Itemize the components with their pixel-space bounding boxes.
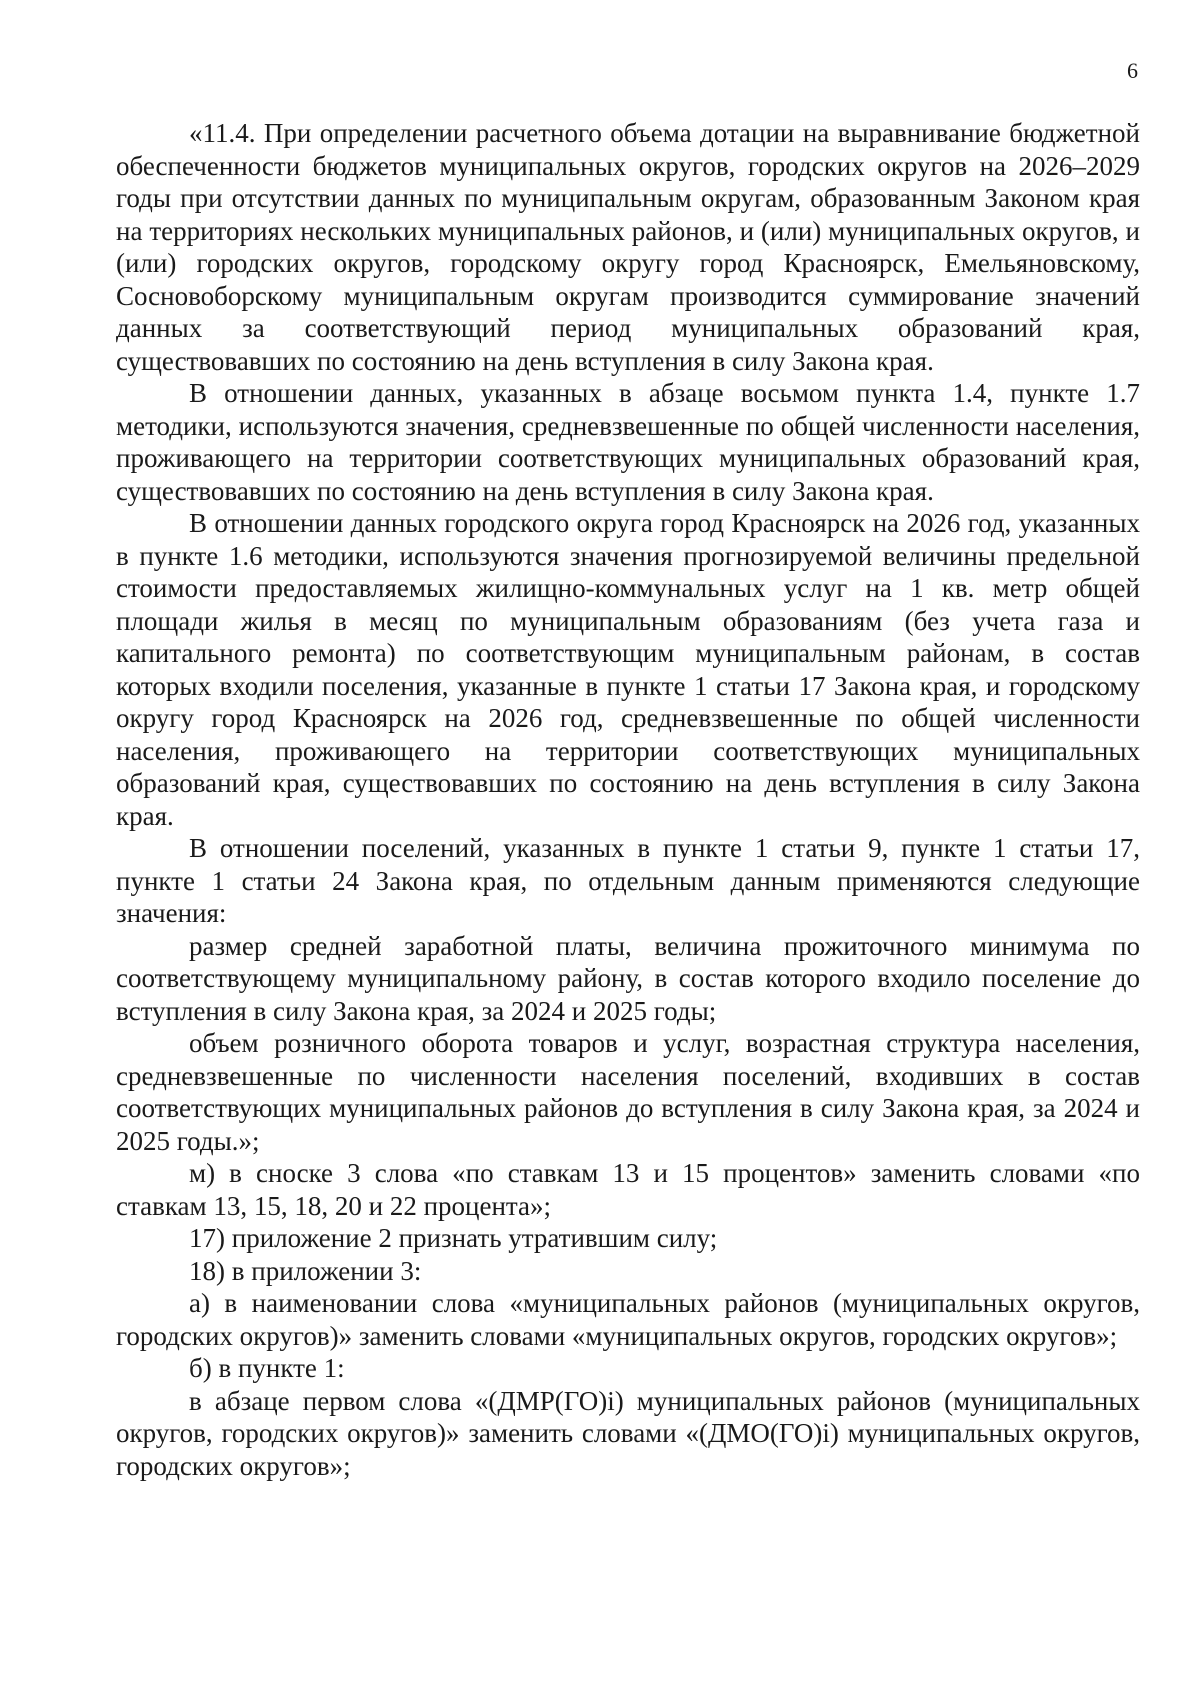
paragraph-prilozhenie-2: 17) приложение 2 признать утратившим силу; (189, 1223, 718, 1253)
paragraph-poseleniya: В отношении поселений, указанных в пункте 1 статьи 9, пункте 1 статьи 17, пункте 1 статьи 24 Закона края, по отдельным данным применяются следующие значения: (116, 833, 1140, 928)
paragraph-zarabotnaya-plata: размер средней заработной платы, величина прожиточного минимума по соответствующему муниципальному району, в состав которого входило поселение до вступления в силу Закона края, за 2024 и 2025 годы; (116, 930, 1140, 1026)
paragraph-krasnoyarsk-2026: В отношении данных городского округа город Красноярск на 2026 год, указанных в пункте 1.6 методики, используются значения прогнозируемой величины предельной стоимости предоставляемых жилищно-коммунальных услуг на 1 кв. метр общей площади жилья в месяц по муниципальным образованиям (без учета газа и капитального ремонта) по соответствующим муниципальным районам, в состав которых входили поселения, указанные в пункте 1 статьи 17 Закона края, и городскому округу город Красноярск на 2026 год, средневзвешенные по общей численности населения, проживающего на территории соответствующих муниципальных образований края, существовавших по состоянию на день вступления в силу Закона края. (116, 508, 1140, 831)
paragraph-prilozhenie-3: 18) в приложении 3: (189, 1255, 422, 1286)
paragraph-abzats-vosmoy: В отношении данных, указанных в абзаце восьмом пункта 1.4, пункте 1.7 методики, используются значения, средневзвешенные по общей численности населения, проживающего на территории соответствующих муниципальных образований края, существовавших по состоянию на день вступления в силу Закона края. (116, 378, 1140, 506)
paragraph-abzats-perviy: в абзаце первом слова «(ДМР(ГО)i) муниципальных районов (муниципальных округов, городских округов)» заменить словами «(ДМО(ГО)i) муниципальных округов, городских округов»; (116, 1385, 1140, 1481)
paragraph-roznichny-oborot: объем розничного оборота товаров и услуг, возрастная структура населения, средневзвешенные по численности населения поселений, входивших в состав соответствующих муниципальных районов до вступления в силу Закона края, за 2024 и 2025 годы.»; (116, 1028, 1140, 1156)
document-body (116, 117, 1140, 1482)
paragraph-11-4: «11.4. При определении расчетного объема дотации на выравнивание бюджетной обеспеченности бюджетов муниципальных округов, городских округов на 2026–2029 годы при отсутствии данных по муниципальным округам, образованным Законом края на территориях нескольких муниципальных районов, и (или) муниципальных округов, и (или) городских округов, городскому округу город Красноярск, Емельяновскому, Сосновоборскому муниципальным округам производится суммирование значений данных за соответствующий период муниципальных образований края, существовавших по состоянию на день вступления в силу Закона края. (116, 118, 1140, 376)
paragraph-snoska-3: м) в сноске 3 слова «по ставкам 13 и 15 процентов» заменить словами «по ставкам 13, 15, 18, 20 и 22 процента»; (116, 1158, 1140, 1221)
paragraph-punkt-1: б) в пункте 1: (189, 1353, 345, 1383)
page-number: 6 (1127, 58, 1138, 83)
paragraph-naimenovanie: а) в наименовании слова «муниципальных районов (муниципальных округов, городских округов)» заменить словами «муниципальных округов, городских округов»; (116, 1288, 1140, 1351)
